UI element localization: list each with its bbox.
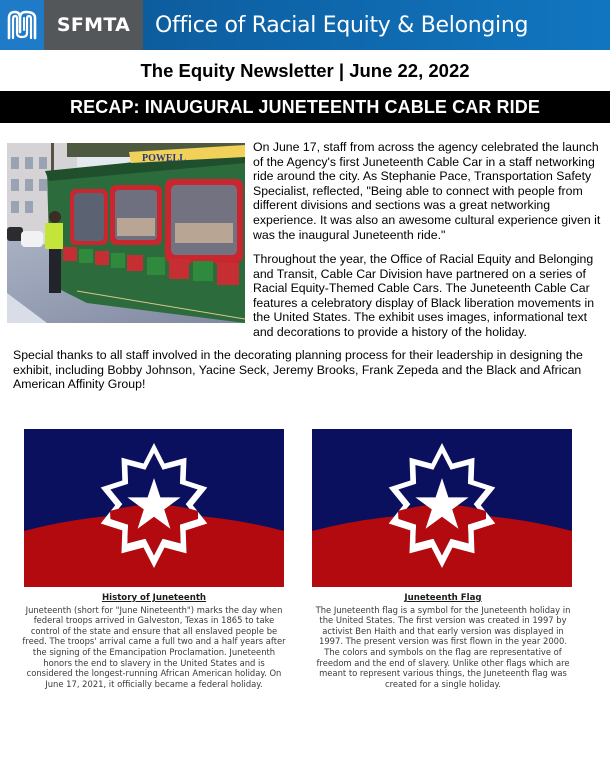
cable-car-photo-illustration — [7, 143, 245, 323]
brand-name: SFMTA — [56, 14, 131, 36]
history-of-juneteenth-caption — [22, 593, 286, 689]
brand-block — [44, 0, 143, 50]
juneteenth-flag-image-left — [24, 429, 284, 587]
caption-title: Juneteenth Flag — [404, 593, 482, 603]
juneteenth-flag-icon — [312, 429, 572, 587]
article-paragraph-1: On June 17, staff from across the agency celebrated the launch of the Agency's first Juneteenth Cable Car in a staff networking ride around the city. As Stephanie Pace, Transportation Safety Specialist, reflected, "Being able to connect with people from different divisions and sections was a great networking experience. It was also an awesome cultural experience given it was the inaugural Juneteenth ride." — [253, 140, 601, 242]
newsletter-title: The Equity Newsletter | June 22, 2022 — [140, 60, 470, 81]
caption-title: History of Juneteenth — [101, 593, 207, 603]
juneteenth-flag-icon — [24, 429, 284, 587]
cable-car-photo — [7, 143, 245, 323]
article-paragraph-2: Throughout the year, the Office of Racial Equity and Belonging and Transit, Cable Car Division have partnered on a series of Racial Equity-Themed Cable Cars. The Juneteenth Cable Car features a celebratory display of Black liberation movements in the United States. The exhibit uses images, informational text and decorations to provide a history of the holiday. — [253, 252, 595, 339]
juneteenth-flag-image-right — [312, 429, 572, 587]
caption-text: Juneteenth (short for "June Nineteenth") marks the day when federal troops arrived in Galveston, Texas in 1865 to take control of the state and ensure that all enslaved people be freed. The troops' arrival came a full two and a half years after the signing of the Emancipation Proclamation. Juneteenth honors the end to slavery in the United States and is considered the longest-running African American holiday. On June 17, 2021, it officially became a federal holiday. — [22, 604, 286, 689]
page-header — [0, 0, 610, 50]
office-block — [143, 0, 610, 50]
sfmta-logo — [0, 0, 44, 50]
juneteenth-flag-caption — [312, 593, 574, 689]
article-headline: RECAP: INAUGURAL JUNETEENTH CABLE CAR RIDE — [70, 96, 540, 117]
article-paragraph-3: Special thanks to all staff involved in the decorating planning process for their leadership in designing the exhibit, including Bobby Johnson, Yacine Seck, Jeremy Brooks, Frank Zepeda and the Black and African American Affinity Group! — [13, 348, 583, 392]
office-name: Office of Racial Equity & Belonging — [155, 12, 529, 38]
article-banner — [0, 91, 610, 123]
powell-sign-text: POWELL — [142, 153, 186, 164]
caption-text: The Juneteenth flag is a symbol for the Juneteenth holiday in the United States. The first version was created in 1997 by activist Ben Haith and that early version was displayed in 1997. The present version was first flown in the year 2000. The colors and symbols on the flag are representative of freedom and the end of slavery. Unlike other flags which are meant to represent various things, the Juneteenth flag was created for a single holiday. — [315, 604, 571, 689]
sfmta-worm-logo-icon — [5, 8, 39, 42]
